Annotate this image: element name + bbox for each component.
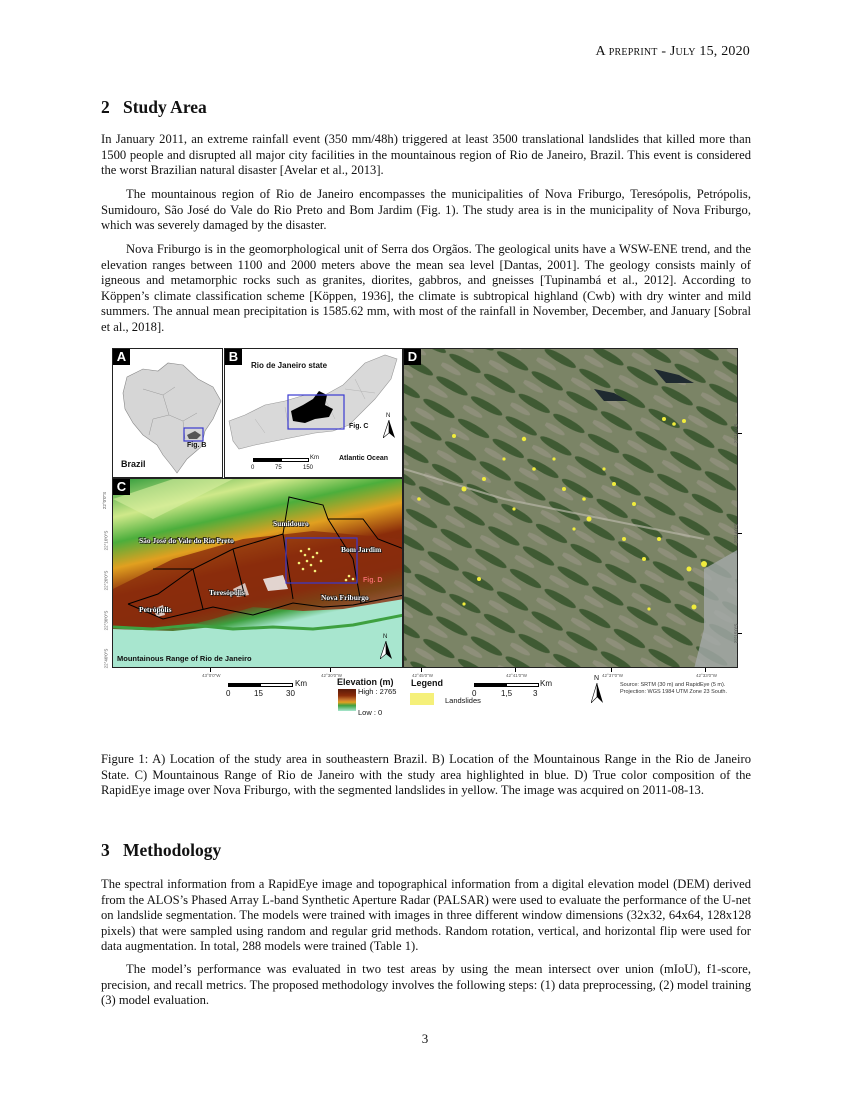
section-number: 3: [101, 840, 110, 860]
scale-bar: [253, 458, 309, 462]
panel-label-b: B: [225, 349, 242, 365]
paragraph: The model’s performance was evaluated in two test areas by using the mean intersect over union (mIoU), f1-score, precision, and recall metrics. The proposed methodology involves the following steps: (1) data preprocessing, (2) model training (3) model evaluation.: [101, 962, 751, 1008]
municipality-label: São José do Vale do Rio Preto: [139, 536, 234, 545]
tick-mark: [421, 668, 422, 672]
figure-caption: Figure 1: A) Location of the study area in southeastern Brazil. B) Location of the Mountainous Range in the Rio de Janeiro State. C) Mountainous Range of Rio de Janeiro with the study area highlighted in blue. D) True color composition of the RapidEye image over Nova Friburgo, with the segmented landslides in yellow. The image was acquired on 2011-08-13.: [101, 752, 751, 798]
elevation-low: Low : 0: [358, 708, 383, 717]
tick-mark: [738, 433, 742, 434]
municipality-label: Teresópolis: [209, 588, 245, 597]
scale-unit: Km: [310, 455, 319, 461]
panel-label-a: A: [113, 349, 130, 365]
running-head: [596, 44, 750, 60]
scale-tick: 0: [472, 689, 477, 698]
paragraph: The spectral information from a RapidEye image and topographical information from a digital elevation model (DEM) derived from the ALOS’s Phased Array L-band Synthetic Aperture Radar (PALSAR) were used to evaluate the performance of the U-net on landslide segmentation. The models were trained with images in three different window dimensions (32x32, 64x64, 128x128 pixels) that were sampled using random and regular grid methods. Random rotation, vertical, and horizontal flip were used for data augmentation. In total, 288 models were trained (Table 1).: [101, 877, 751, 954]
panel-a-brazil-map: [112, 348, 223, 478]
lat-tick: 22°40'0"S: [103, 648, 109, 669]
scale-tick: 0: [226, 689, 231, 698]
scale-unit: Km: [295, 679, 307, 688]
elevation-color-ramp: [338, 689, 356, 711]
lon-tick: 42°33'0"W: [696, 673, 718, 678]
source-note: Source: SRTM (30 m) and RapidEye (5 m).: [620, 682, 726, 688]
elevation-legend-title: Elevation (m): [337, 677, 394, 687]
tick-mark: [210, 668, 211, 672]
fig-c-label: Fig. C: [349, 423, 369, 430]
running-head-prefix: A preprint: [595, 44, 658, 59]
panel-c-title: Mountainous Range of Rio de Janeiro: [117, 654, 252, 663]
country-label: Brazil: [121, 459, 146, 469]
lon-tick: 42°37'0"W: [602, 673, 624, 678]
section-number: 2: [101, 97, 110, 117]
scale-tick: 75: [275, 465, 282, 471]
scale-unit: Km: [540, 679, 552, 688]
scale-tick: 0: [251, 465, 255, 471]
tick-mark: [738, 533, 742, 534]
landslide-swatch: [410, 693, 434, 705]
paragraph: Nova Friburgo is in the geomorphological unit of Serra dos Orgãos. The geological units have a WSW-ENE trend, and the elevation ranges between 1100 and 2000 meters above the mean sea level [Dantas, 2001]. The geology consists mainly of igneous and metamorphic rocks such as granites, diorites, gabbros, and gneisses [Tupinambá et al., 2012]. According to Köppen’s climate classification scheme [Köppen, 1936], the climate is subtropical highland (Cwb) with dry winter and mild summers. The annual mean precipitation is 1585.62 mm, with most of the rainfall in November, December, and January [Sobral et al., 2018].: [101, 242, 751, 334]
lon-tick: 42°45'0"W: [412, 673, 434, 678]
scale-tick: 150: [303, 465, 314, 471]
figure-1: [102, 348, 739, 678]
section-title: Study Area: [123, 97, 207, 117]
lat-tick: 22°13'0"S: [733, 423, 739, 444]
scale-tick: 1,5: [501, 689, 513, 698]
elevation-high: High : 2765: [358, 687, 397, 696]
municipality-label: Nova Friburgo: [321, 593, 369, 602]
section-3-heading: [101, 840, 221, 861]
state-title: Rio de Janeiro state: [251, 361, 328, 370]
tick-mark: [705, 668, 706, 672]
legend-title: Legend: [411, 678, 444, 688]
north-arrow-label: N: [386, 413, 391, 419]
scale-tick: 3: [533, 689, 538, 698]
lon-tick: 42°41'0"W: [506, 673, 528, 678]
lat-tick: 22°20'0"S: [103, 570, 109, 591]
north-arrow-icon: [383, 420, 395, 438]
tick-mark: [515, 668, 516, 672]
scale-tick: 15: [254, 689, 263, 698]
projection-note: Projection: WGS 1984 UTM Zone 23 South.: [620, 689, 727, 695]
tick-mark: [611, 668, 612, 672]
north-arrow-icon: [380, 641, 392, 659]
lat-tick: 22°14'0"S: [733, 523, 739, 544]
fig-d-label: Fig. D: [363, 577, 383, 584]
section-2-heading: [101, 97, 207, 118]
running-head-separator: -: [657, 44, 670, 59]
panel-c-elevation-map: [112, 478, 403, 668]
panel-label-d: D: [404, 349, 421, 365]
elevation-map-graphic: [113, 479, 403, 668]
lat-tick: 22°0'0"S: [102, 491, 108, 510]
paragraph: In January 2011, an extreme rainfall event (350 mm/48h) triggered at least 3500 translational landslides that killed more than 1500 people and disrupted all major city facilities in the mountainous region of Rio de Janeiro, Brazil. This event is considered the worst Brazilian natural disaster [Avelar et al., 2013].: [101, 132, 751, 178]
lat-tick: 22°15'0"S: [733, 623, 739, 644]
figure-legend: [100, 675, 760, 730]
page-number: 3: [421, 1031, 429, 1046]
section-title: Methodology: [123, 840, 222, 860]
lat-tick: 22°10'0"S: [103, 530, 109, 551]
lon-tick: 42°30'0"W: [321, 673, 343, 678]
panel-b-rj-state-map: [224, 348, 403, 478]
running-head-date: July 15, 2020: [669, 44, 750, 59]
lat-tick: 22°30'0"S: [103, 610, 109, 631]
panel-label-c: C: [113, 479, 130, 495]
paragraph: The mountainous region of Rio de Janeiro encompasses the municipalities of Nova Friburgo, Teresópolis, Petrópolis, Sumidouro, São José do Vale do Rio Preto and Bom Jardim (Fig. 1). The study area is in the municipality of Nova Friburgo, which was severely damaged by the disaster.: [101, 187, 751, 233]
municipality-label: Petrópolis: [139, 605, 172, 614]
lon-tick: 43°0'0"W: [202, 673, 221, 678]
landslides-label: Landslides: [445, 696, 481, 705]
panel-d-rapideye-image: [403, 348, 738, 668]
fig-b-label: Fig. B: [187, 442, 207, 449]
tick-mark: [330, 668, 331, 672]
municipality-label: Sumidouro: [273, 519, 309, 528]
north-arrow-label: N: [383, 634, 388, 640]
scale-tick: 30: [286, 689, 295, 698]
tick-mark: [738, 633, 742, 634]
north-arrow-icon: [591, 683, 603, 703]
municipality-label: Bom Jardim: [341, 545, 382, 554]
scale-bar-d: [474, 683, 539, 687]
scale-bar-c: [228, 683, 293, 687]
ocean-label: Atlantic Ocean: [339, 455, 389, 462]
north-arrow-label: N: [594, 675, 600, 682]
satellite-image-graphic: [404, 349, 738, 668]
